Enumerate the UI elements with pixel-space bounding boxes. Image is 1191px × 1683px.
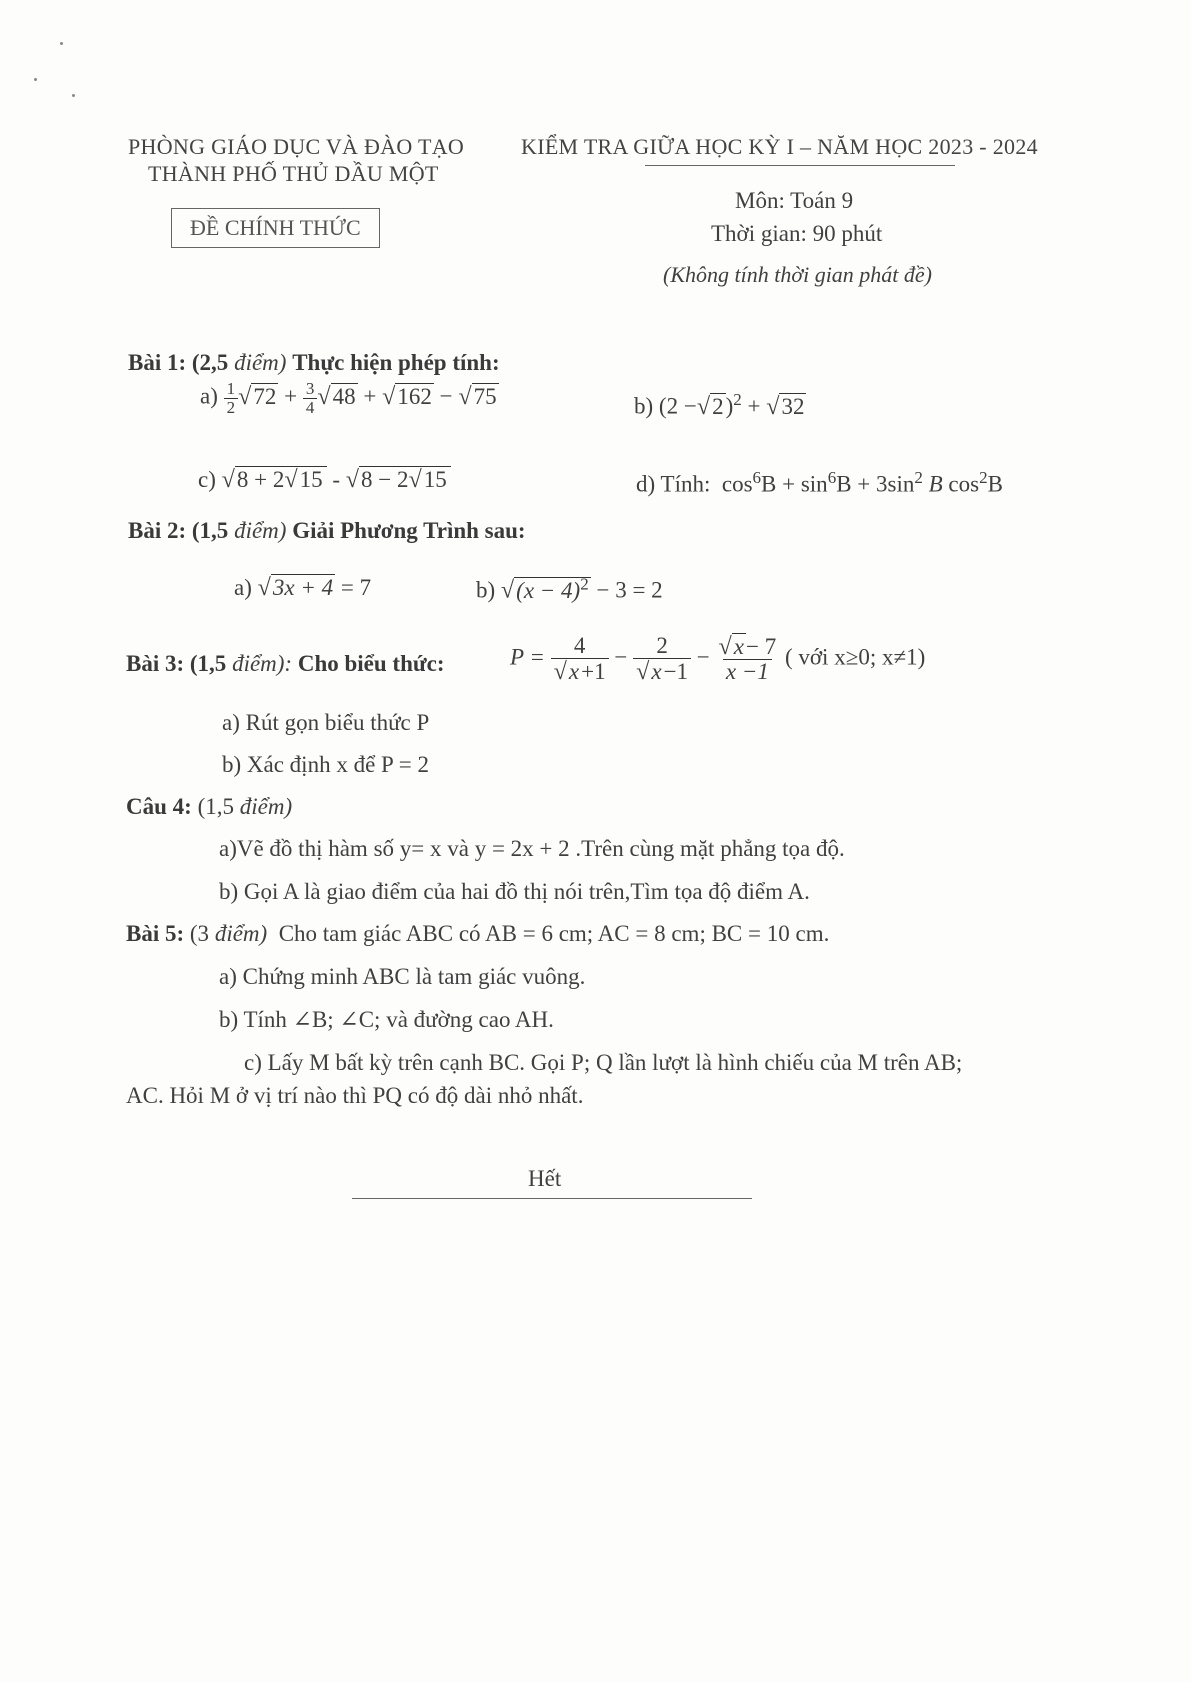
expr: (2 − (658, 393, 697, 419)
radicand: 8 − 2 (361, 467, 409, 492)
bai3-heading (126, 651, 445, 677)
bai3-expression (510, 634, 925, 685)
radicand: (x − 4) (516, 577, 581, 603)
expr: B (987, 471, 1003, 497)
expr: B (928, 471, 943, 497)
exponent: 2 (733, 390, 742, 409)
bai5-title: Cho tam giác ABC có AB = 6 cm; AC = 8 cm; BC = 10 cm. (278, 921, 830, 946)
duration-note: (Không tính thời gian phát đề) (663, 262, 933, 287)
exponent: 2 (979, 468, 988, 487)
sqrt: √x (636, 658, 662, 686)
cau4-points: (1,5 (197, 794, 234, 819)
bai3-points: (1,5 (189, 651, 227, 676)
bai3-label: Bài 3: (126, 651, 185, 676)
scan-speck (60, 42, 63, 45)
numerator: 1 (226, 379, 236, 398)
department-name: PHÒNG GIÁO DỤC VÀ ĐÀO TẠO (128, 134, 465, 159)
sqrt: √x (553, 658, 580, 686)
denominator: 4 (303, 398, 318, 417)
fraction (224, 380, 239, 417)
exponent: 2 (914, 468, 923, 487)
bai2-heading (128, 518, 526, 544)
sqrt: √3x + 4 (257, 574, 334, 601)
radicand: 2 (712, 393, 724, 419)
exponent: 6 (827, 468, 837, 487)
numerator: 2 (656, 633, 668, 658)
expr: B + sin (761, 471, 828, 497)
official-stamp-box (171, 208, 380, 248)
sqrt: √8 − 2√15 (346, 466, 451, 494)
end-marker: Hết (528, 1166, 562, 1191)
item-label: a) (200, 383, 218, 409)
exam-title: KIỂM TRA GIỮA HỌC KỲ I – NĂM HỌC 2023 - 2024 (521, 134, 1038, 159)
expr: ) (725, 393, 734, 419)
operator: - (332, 467, 341, 492)
radicand: 48 (332, 383, 356, 409)
radicand: x (733, 634, 744, 659)
radicand: 8 + 2 (236, 467, 285, 492)
item-label: d) (636, 471, 656, 497)
bai5-label: Bài 5: (126, 921, 185, 946)
sqrt: √162 (382, 382, 432, 410)
bai1-d (636, 468, 1003, 498)
bai1-points: (2,5 (191, 350, 229, 375)
sqrt: √8 + 2√15 (222, 466, 327, 494)
denominator: x −1 (723, 659, 772, 684)
bai3-b: b) Xác định x để P = 2 (222, 752, 429, 777)
sqrt: √72 (238, 382, 277, 410)
item-label: b) (476, 577, 496, 603)
operator: + (747, 393, 761, 419)
operator: − (439, 383, 453, 409)
subject: Môn: Toán 9 (735, 188, 854, 213)
operator: − (614, 644, 628, 670)
bai2-points-word: điểm) (234, 518, 287, 543)
fraction (551, 634, 609, 685)
operator: + (363, 383, 377, 409)
radicand: 32 (781, 393, 805, 419)
sqrt: √75 (458, 382, 497, 410)
operator: − (696, 644, 710, 670)
sqrt: √15 (284, 466, 323, 493)
duration: Thời gian: 90 phút (711, 221, 883, 246)
exponent: 6 (752, 468, 762, 487)
expr: cos (942, 471, 980, 497)
bai1-c (198, 466, 451, 494)
bai5-c-line2: AC. Hỏi M ở vị trí nào thì PQ có độ dài nhỏ nhất. (126, 1083, 584, 1108)
radicand: 15 (299, 467, 323, 492)
bai2-b (476, 574, 663, 605)
radicand: x (651, 659, 662, 685)
item-label: a) (234, 575, 252, 600)
bai5-points: (3 (189, 921, 210, 946)
cau4-a: a)Vẽ đồ thị hàm số y= x và y = 2x + 2 .Trên cùng mặt phẳng tọa độ. (219, 836, 845, 861)
bai1-title: Thực hiện phép tính: (292, 350, 500, 375)
expr: B + 3sin (836, 471, 915, 497)
operator: + (284, 383, 298, 409)
cau4-heading (126, 794, 292, 820)
cau4-points-word: điểm) (239, 794, 293, 819)
radicand: 15 (423, 467, 447, 492)
bai3-title: Cho biểu thức: (297, 651, 445, 676)
bai5-heading (126, 921, 829, 947)
scan-speck (34, 78, 37, 81)
numerator: 3 (305, 379, 315, 398)
cau4-b: b) Gọi A là giao điểm của hai đồ thị nói trên,Tìm tọa độ điểm A. (219, 879, 810, 904)
bai5-c-line1: c) Lấy M bất kỳ trên cạnh BC. Gọi P; Q lần lượt là hình chiếu của M trên AB; (244, 1050, 963, 1075)
fraction (633, 634, 691, 685)
bai1-a (200, 380, 499, 417)
exponent: 2 (580, 574, 589, 593)
bai5-b: b) Tính ∠B; ∠C; và đường cao AH. (219, 1007, 554, 1032)
denominator: +1 (581, 659, 606, 685)
expr: − 3 = 2 (596, 577, 663, 603)
denominator: −1 (663, 659, 689, 685)
bai3-points-word: điểm): (232, 651, 293, 676)
bai2-label: Bài 2: (128, 518, 187, 543)
fraction (716, 634, 780, 685)
radicand: 75 (473, 383, 497, 409)
item-label: b) (634, 393, 654, 419)
radicand: 3x + 4 (272, 575, 334, 600)
expr: P = (510, 644, 545, 670)
bai1-b (634, 390, 806, 421)
fraction (303, 380, 318, 417)
item-label: c) (198, 467, 216, 492)
cau4-label: Câu 4: (126, 794, 192, 819)
sqrt: √32 (766, 392, 805, 420)
end-underline (352, 1198, 752, 1199)
city-name: THÀNH PHỐ THỦ DẦU MỘT (148, 161, 439, 186)
bai2-points: (1,5 (191, 518, 229, 543)
sqrt: $√(x - 4)^2$ (500, 574, 589, 604)
radicand: x (568, 659, 580, 685)
official-stamp-text: ĐỀ CHÍNH THỨC (190, 215, 361, 240)
radicand: 162 (397, 383, 432, 409)
bai5-points-word: điểm) (214, 921, 268, 946)
bai5-a: a) Chứng minh ABC là tam giác vuông. (219, 964, 586, 989)
bai2-a (234, 574, 371, 602)
radicand: 72 (253, 383, 277, 409)
denominator: 2 (224, 398, 239, 417)
numerator: − 7 (746, 634, 777, 659)
bai1-heading (128, 350, 500, 376)
scan-speck (72, 94, 75, 97)
sqrt: √2 (696, 392, 724, 420)
sqrt: √15 (408, 466, 447, 493)
bai1-points-word: điểm) (234, 350, 287, 375)
sqrt: √48 (317, 382, 356, 410)
expr: = 7 (340, 575, 372, 600)
bai2-title: Giải Phương Trình sau: (292, 518, 526, 543)
expr: cos (721, 471, 753, 497)
sqrt: √x (718, 633, 744, 660)
bai3-a: a) Rút gọn biểu thức P (222, 710, 430, 735)
bai1-label: Bài 1: (128, 350, 187, 375)
item-text: Tính: (660, 471, 711, 497)
title-underline (645, 165, 955, 166)
condition: ( với x≥0; x≠1) (784, 644, 926, 670)
numerator: 4 (573, 633, 586, 658)
